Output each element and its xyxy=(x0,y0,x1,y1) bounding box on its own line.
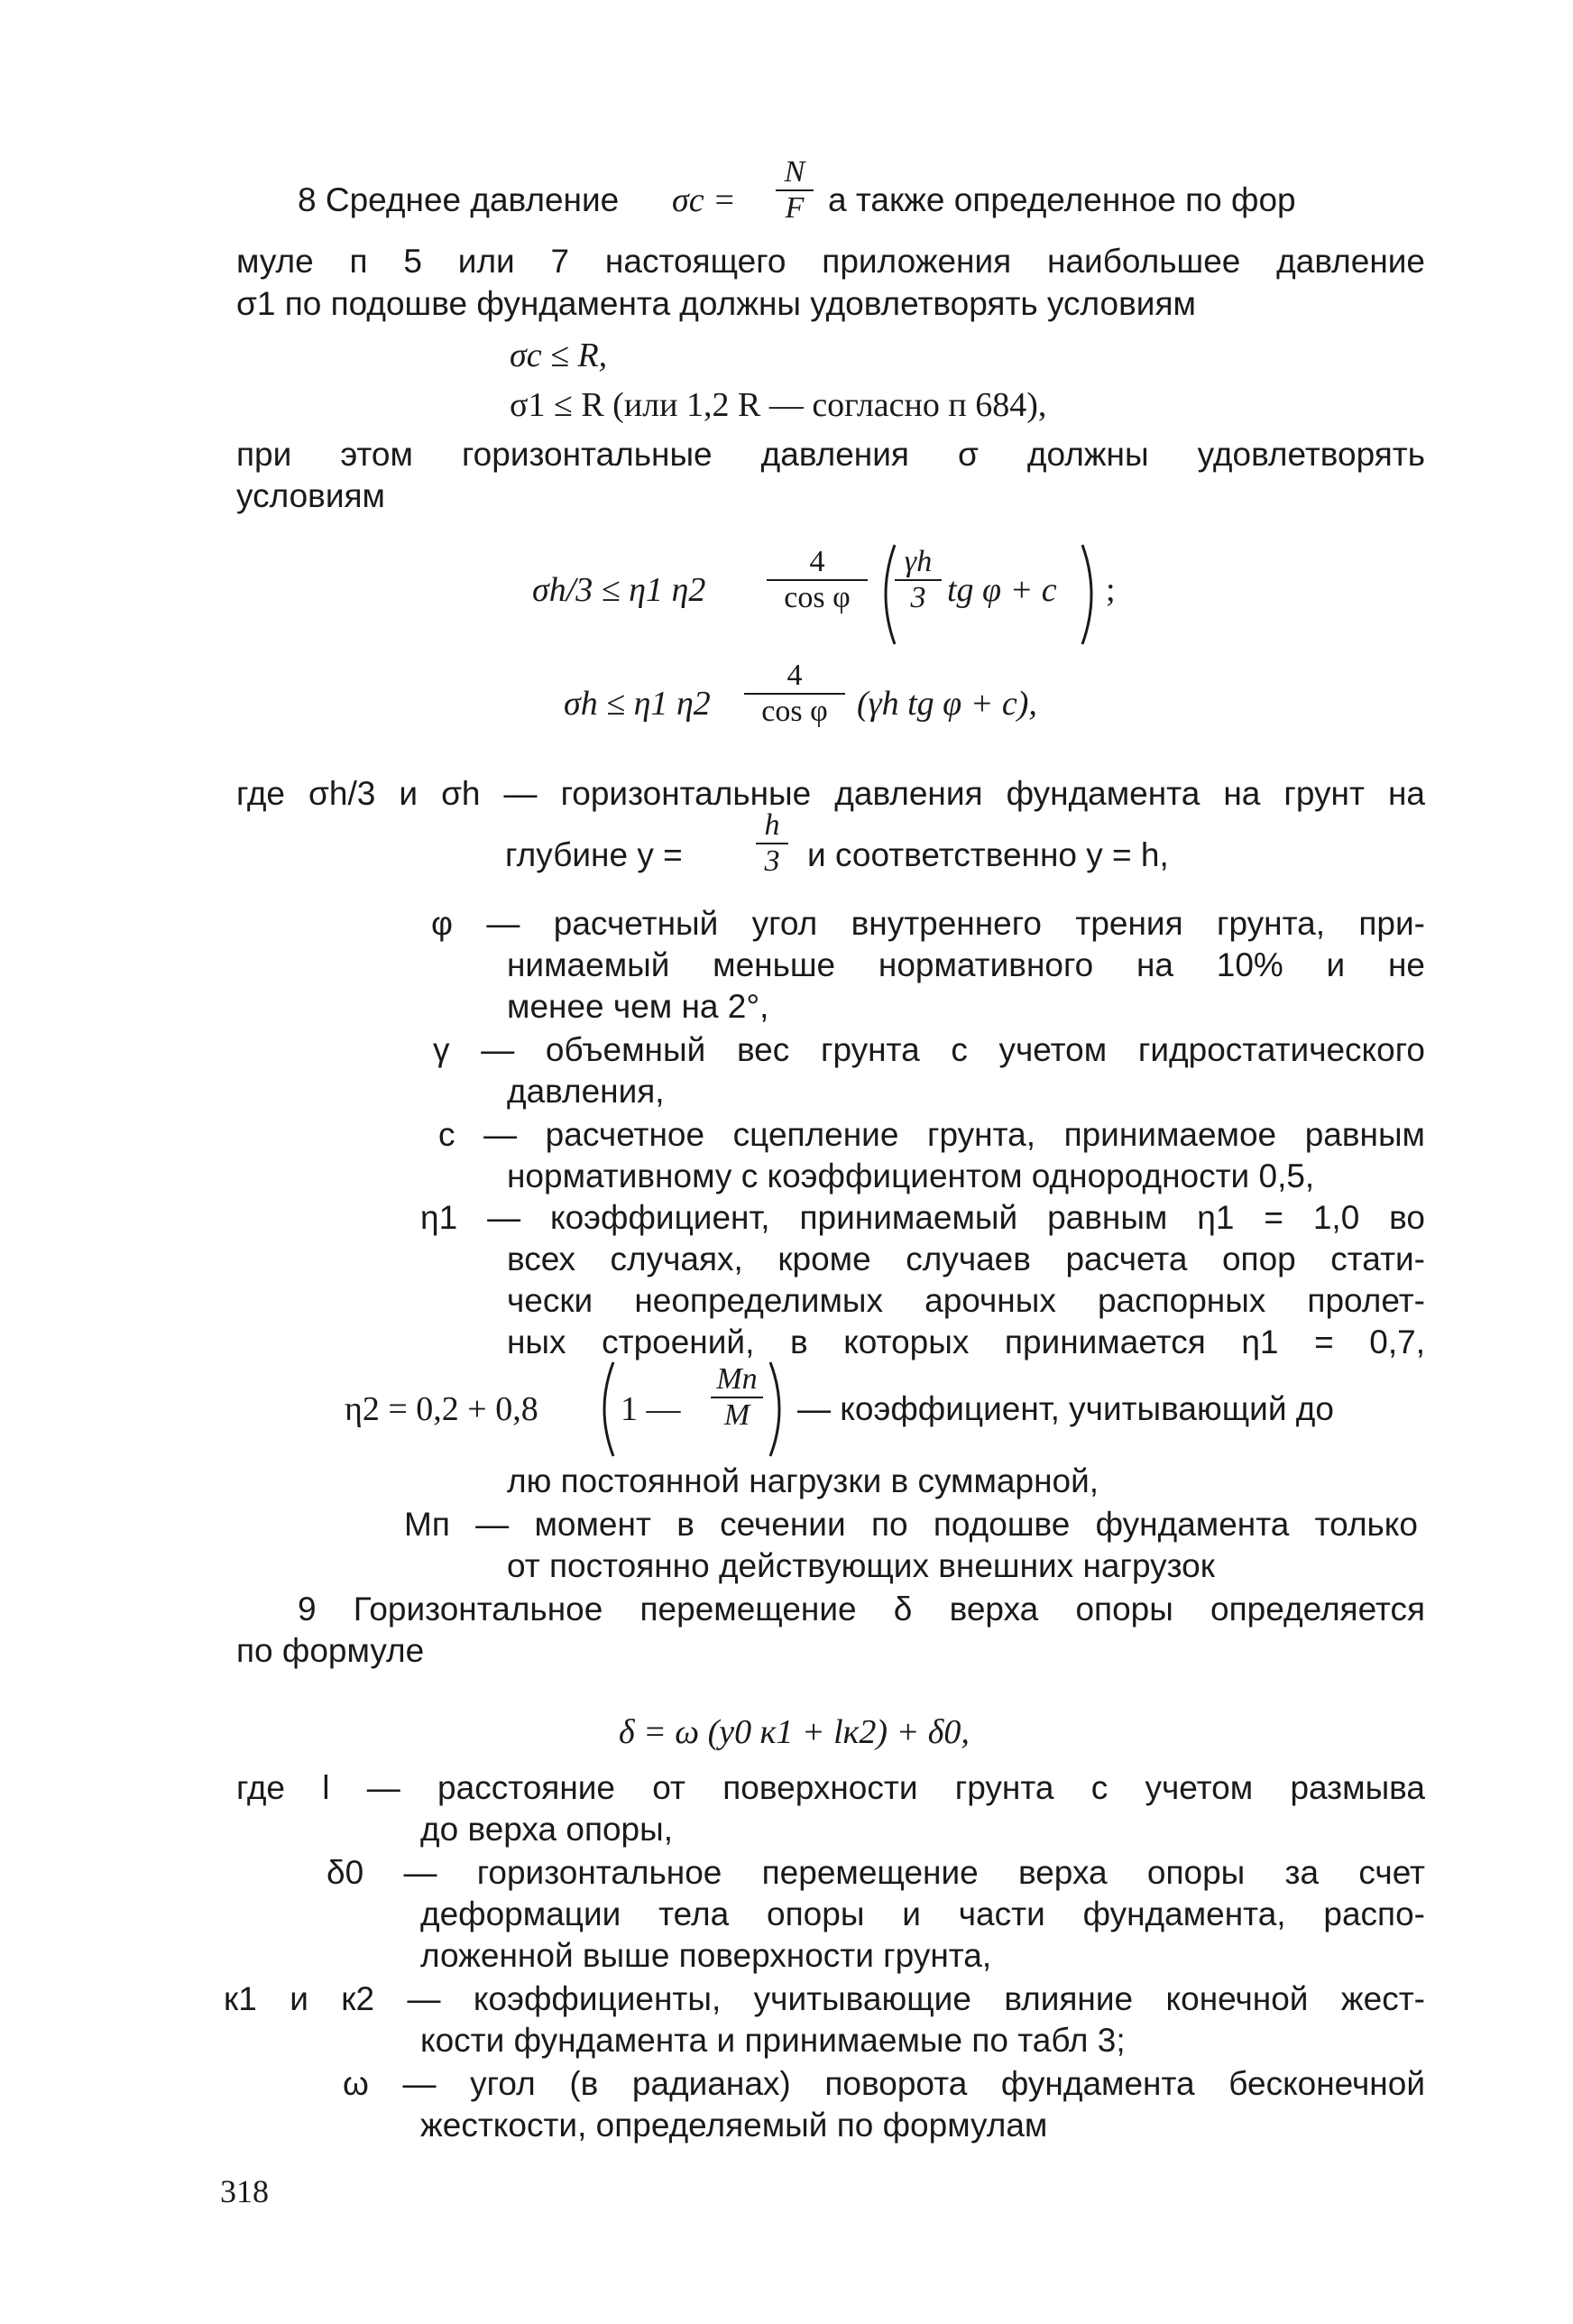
gamma-def-1: γ — объемный вес грунта с учетом гидростатического xyxy=(433,1031,1425,1068)
depth-line-b: и соответственно y = h, xyxy=(807,836,1169,873)
formula1-right: tg φ + c xyxy=(947,571,1057,609)
mp-def-1: Mп — момент в сечении по подошве фундамента только xyxy=(404,1506,1418,1543)
p8-line1-b: а также определенное по фор xyxy=(828,181,1296,218)
depth-num: h xyxy=(764,808,780,842)
eta2-right-paren xyxy=(767,1359,792,1460)
sigma-c-eq: σc = xyxy=(672,181,736,219)
p8-line5: условиям xyxy=(236,477,385,514)
d0-def-2: деформации тела опоры и части фундамента, распо- xyxy=(420,1895,1425,1932)
w-def-1: ω — угол (в радианах) поворота фундамента бесконечной xyxy=(343,2065,1425,2102)
formula1-end: ; xyxy=(1106,571,1116,609)
eta2-formula-b: — коэффициент, учитывающий до xyxy=(797,1390,1334,1427)
formula1-den: cos φ xyxy=(784,581,851,614)
n-over-f-fraction xyxy=(776,155,814,226)
formula1-in-den: 3 xyxy=(910,581,926,614)
formula1-num: 4 xyxy=(809,545,825,578)
condition-2: σ1 ≤ R (или 1,2 R — согласно п 684), xyxy=(510,386,1047,424)
mp-def-2: от постоянно действующих внешних нагрузок xyxy=(507,1547,1215,1584)
formula1-inner-fraction xyxy=(895,545,942,615)
w-def-2: жесткости, определяемый по формулам xyxy=(420,2107,1048,2144)
k-def-2: кости фундамента и принимаемые по табл 3; xyxy=(420,2022,1126,2059)
p8-line1-a: 8 Среднее давление xyxy=(298,181,620,218)
eta2-formula-c: лю постоянной нагрузки в суммарной, xyxy=(507,1462,1099,1499)
p8-line2: муле п 5 или 7 настоящего приложения наибольшее давление xyxy=(236,243,1425,280)
eta2-formula-a: η2 = 0,2 + 0,8 xyxy=(345,1390,538,1428)
p9-line2: по формуле xyxy=(236,1632,425,1669)
eta2-den: M xyxy=(723,1398,750,1432)
formula2-num: 4 xyxy=(786,659,803,692)
p9-formula: δ = ω (y0 к1 + lк2) + δ0, xyxy=(619,1713,970,1751)
formula2-fraction xyxy=(744,659,845,729)
p8-line4: при этом горизонтальные давления σ должны удовлетворять xyxy=(236,436,1425,473)
eta2-left-paren xyxy=(592,1359,617,1460)
formula1-right-paren xyxy=(1079,541,1104,648)
d0-def-1: δ0 — горизонтальное перемещение верха опоры за счет xyxy=(327,1854,1425,1891)
c-def-1: c — расчетное сцепление грунта, принимаемое равным xyxy=(438,1116,1425,1153)
condition-1: σc ≤ R, xyxy=(510,337,608,374)
phi-def-1: φ — расчетный угол внутреннего трения грунта, при- xyxy=(431,905,1425,942)
d0-def-3: ложенной выше поверхности грунта, xyxy=(420,1937,992,1974)
l-def-1: где l — расстояние от поверхности грунта с учетом размыва xyxy=(236,1769,1425,1806)
phi-def-2: нимаемый меньше нормативного на 10% и не xyxy=(507,946,1425,983)
p8-line3: σ1 по подошве фундамента должны удовлетворять условиям xyxy=(236,285,1196,322)
depth-den: 3 xyxy=(764,844,780,878)
c-def-2: нормативному с коэффициентом однородности 0,5, xyxy=(507,1157,1315,1194)
formula1-in-num: γh xyxy=(904,545,933,578)
eta1-def-2: всех случаях, кроме случаев расчета опор стати- xyxy=(507,1240,1425,1277)
l-def-2: до верха опоры, xyxy=(420,1811,674,1848)
eta1-def-4: ных строений, в которых принимается η1 = 0,7, xyxy=(507,1323,1425,1360)
formula2-left: σh ≤ η1 η2 xyxy=(564,685,711,723)
frac-num: N xyxy=(784,155,805,189)
phi-def-3: менее чем на 2°, xyxy=(507,988,769,1025)
eta2-inner-a: 1 — xyxy=(621,1390,681,1428)
eta2-num: Mп xyxy=(716,1362,758,1396)
formula1-left: σh/3 ≤ η1 η2 xyxy=(532,571,706,609)
k-def-1: к1 и к2 — коэффициенты, учитывающие влияние конечной жест- xyxy=(224,1980,1425,2017)
formula1-fraction xyxy=(767,545,868,615)
formula2-right: (γh tg φ + c), xyxy=(857,685,1037,723)
page-number: 318 xyxy=(220,2173,269,2209)
eta1-def-3: чески неопределимых арочных распорных пролет- xyxy=(507,1282,1425,1319)
eta2-fraction xyxy=(711,1362,763,1433)
p9-line1: 9 Горизонтальное перемещение δ верха опоры определяется xyxy=(298,1591,1425,1628)
where-line: где σh/3 и σh — горизонтальные давления фундамента на грунт на xyxy=(236,775,1425,812)
depth-fraction xyxy=(756,808,788,879)
gamma-def-2: давления, xyxy=(507,1073,665,1110)
formula2-den: cos φ xyxy=(761,695,828,728)
depth-line-a: глубине y = xyxy=(505,836,683,873)
frac-den: F xyxy=(785,191,805,225)
eta1-def-1: η1 — коэффициент, принимаемый равным η1 = 1,0 во xyxy=(420,1199,1425,1236)
